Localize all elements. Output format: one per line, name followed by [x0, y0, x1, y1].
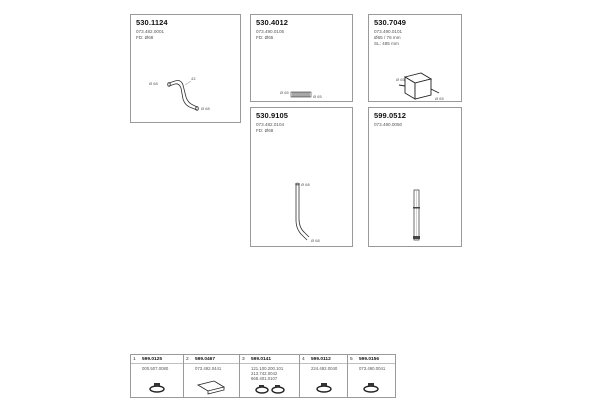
part-card-5[interactable]	[368, 107, 462, 247]
part-card-2[interactable]	[250, 14, 353, 102]
part-number: 530.9105	[256, 111, 289, 120]
accessory-ref: 073.490.0041	[359, 366, 386, 371]
accessory-ref: 000.507.0080	[142, 366, 169, 371]
accessories-strip	[130, 354, 396, 398]
accessory-cell-3[interactable]	[240, 355, 300, 397]
clamp-icon	[348, 355, 395, 397]
accessory-index: 1	[133, 357, 136, 362]
accessory-part: 599.0141	[251, 357, 272, 362]
accessory-cell-5[interactable]	[348, 355, 395, 397]
ref-line: 073.490.0105	[256, 29, 285, 34]
tailpipe-drawing	[369, 108, 463, 248]
accessory-part: 599.0156	[359, 357, 380, 362]
accessory-ref: 224.492.0040	[311, 366, 338, 371]
muffler-drawing	[369, 15, 463, 103]
accessory-part: 599.0112	[311, 357, 331, 362]
pipe-drawing	[131, 15, 242, 124]
dim-label: Ø 65	[396, 77, 405, 82]
part-number: 530.7049	[374, 18, 407, 27]
bracket-icon	[184, 355, 240, 397]
svg-text:43: 43	[191, 76, 196, 81]
dim-label: Ø 68	[149, 81, 158, 86]
accessory-ref: 213.742.0042	[251, 371, 278, 376]
dim-label: Ø 68	[311, 238, 320, 243]
accessory-cell-4[interactable]	[300, 355, 348, 397]
dim-label: Ø 68	[201, 106, 210, 111]
dim-label: Ø 65	[280, 90, 289, 95]
clamp-icon	[131, 355, 184, 397]
pipe-drawing	[251, 108, 354, 248]
dim-label: Ø 65	[435, 96, 444, 101]
dim-label: Ø 65	[313, 94, 322, 99]
part-card-1[interactable]	[130, 14, 241, 123]
flex-pipe-drawing	[251, 15, 354, 103]
part-number: 599.0512	[374, 111, 407, 120]
accessory-part: 599.0125	[142, 357, 163, 362]
part-card-3[interactable]	[368, 14, 462, 102]
ref-line: FD: Ø65	[256, 35, 274, 40]
accessory-part: 599.0467	[195, 357, 216, 362]
clamp-set-icon	[240, 355, 300, 397]
ref-line: 073.490.0050	[374, 122, 403, 127]
ref-line: 073.482.0001	[136, 29, 165, 34]
accessory-index: 5	[350, 357, 353, 362]
ref-line: 073.490.0101	[374, 29, 403, 34]
ref-line: Ø65 / 76 mm	[374, 35, 401, 40]
dim-label: Ø 68	[301, 182, 310, 187]
part-number: 530.4012	[256, 18, 289, 27]
accessory-cell-2[interactable]	[184, 355, 240, 397]
ref-line: SL: 485 mm	[374, 41, 399, 46]
part-card-4[interactable]	[250, 107, 353, 247]
accessory-ref: 668.401.0107	[251, 376, 278, 381]
ref-line: 073.482.0104	[256, 122, 285, 127]
accessory-index: 4	[302, 357, 305, 362]
accessory-index: 3	[242, 357, 245, 362]
part-number: 530.1124	[136, 18, 168, 27]
ref-line: FD: Ø68	[136, 35, 154, 40]
accessory-index: 2	[186, 357, 189, 362]
clamp-icon	[300, 355, 348, 397]
ref-line: FD: Ø68	[256, 128, 274, 133]
accessory-ref: 121.100.200.101	[251, 366, 284, 371]
accessory-ref: 073.492.0441	[195, 366, 222, 371]
accessory-cell-1[interactable]	[131, 355, 184, 397]
